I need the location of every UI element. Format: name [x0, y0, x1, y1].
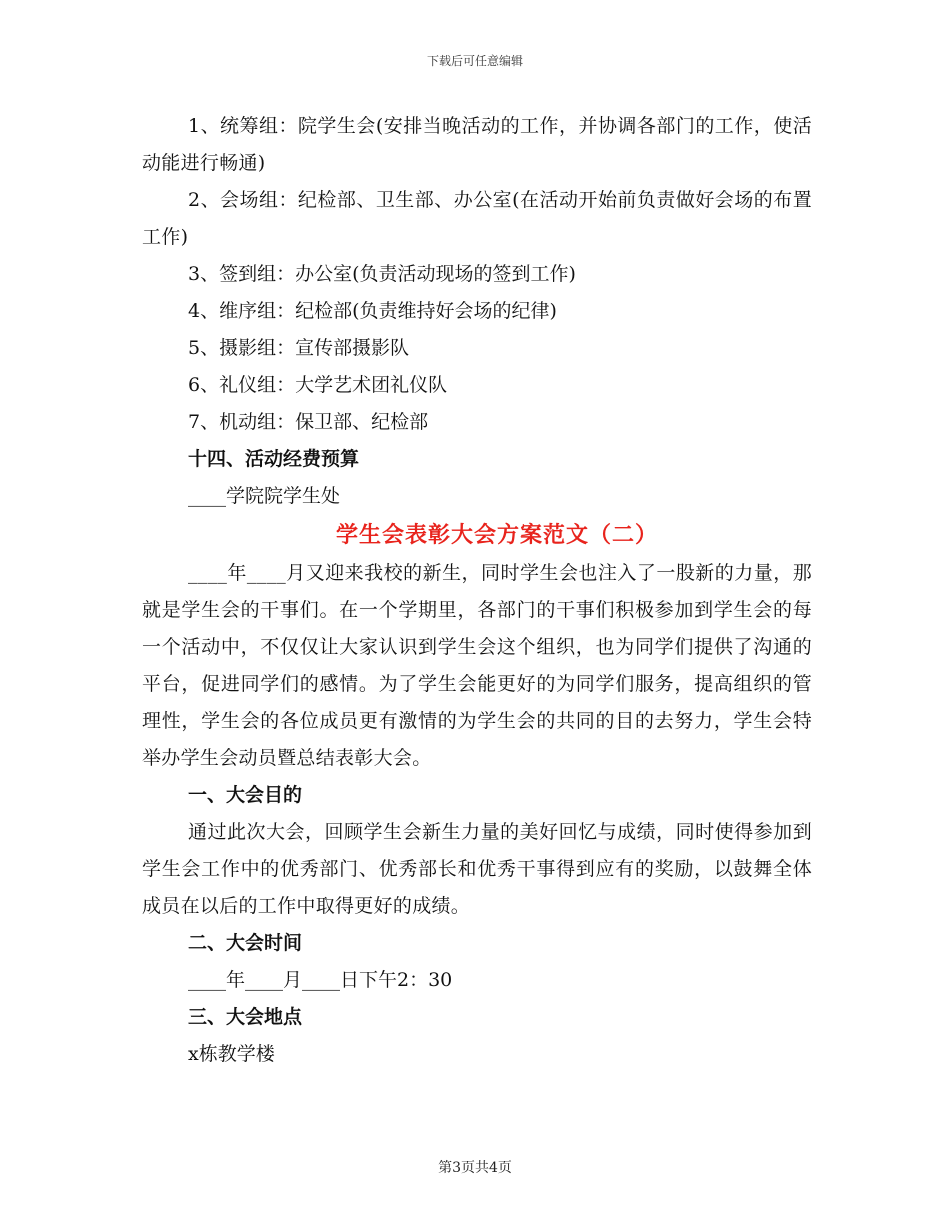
document-title: 学生会表彰大会方案范文（二） — [335, 522, 658, 548]
list-item: 1、统筹组：院学生会(安排当晚活动的工作，并协调各部门的工作，使活动能进行畅通) — [142, 115, 812, 174]
page-header: 下载后可任意编辑 — [426, 54, 523, 68]
heading-purpose: 一、大会目的 — [188, 784, 303, 806]
list-item: 6、礼仪组：大学艺术团礼仪队 — [188, 374, 448, 396]
section-heading-budget: 十四、活动经费预算 — [188, 448, 360, 470]
purpose-paragraph: 通过此次大会，回顾学生会新生力量的美好回忆与成绩，同时使得参加到学生会工作中的优秀部门、优秀部长和优秀干事得到应有的奖励，以鼓舞全体成员在以后的工作中取得更好的成绩。 — [142, 821, 812, 917]
list-item: 5、摄影组：宣传部摄影队 — [188, 337, 410, 359]
heading-time: 二、大会时间 — [188, 932, 303, 954]
time-text: ____年____月____日下午2：30 — [188, 969, 453, 991]
heading-place: 三、大会地点 — [188, 1006, 303, 1028]
document-body — [142, 108, 812, 1073]
page-footer: 第3页共4页 — [438, 1160, 512, 1176]
place-text: x栋教学楼 — [188, 1043, 275, 1065]
list-item: 2、会场组：纪检部、卫生部、办公室(在活动开始前负责做好会场的布置工作) — [142, 189, 812, 248]
list-item: 7、机动组：保卫部、纪检部 — [188, 411, 429, 433]
list-item: 4、维序组：纪检部(负责维持好会场的纪律) — [188, 300, 557, 322]
list-item: 3、签到组：办公室(负责活动现场的签到工作) — [188, 263, 576, 285]
signature-line: ____学院院学生处 — [188, 485, 341, 507]
intro-paragraph: ____年____月又迎来我校的新生，同时学生会也注入了一股新的力量，那就是学生会的干事们。在一个学期里，各部门的干事们积极参加到学生会的每一个活动中，不仅仅让大家认识到学生会这个组织，也为同学们提供了沟通的平台，促进同学们的感情。为了学生会能更好的为同学们服务，提高组织的管理性，学生会的各位成员更有激情的为学生会的共同的目的去努力，学生会特举办学生会动员暨总结表彰大会。 — [142, 562, 812, 769]
